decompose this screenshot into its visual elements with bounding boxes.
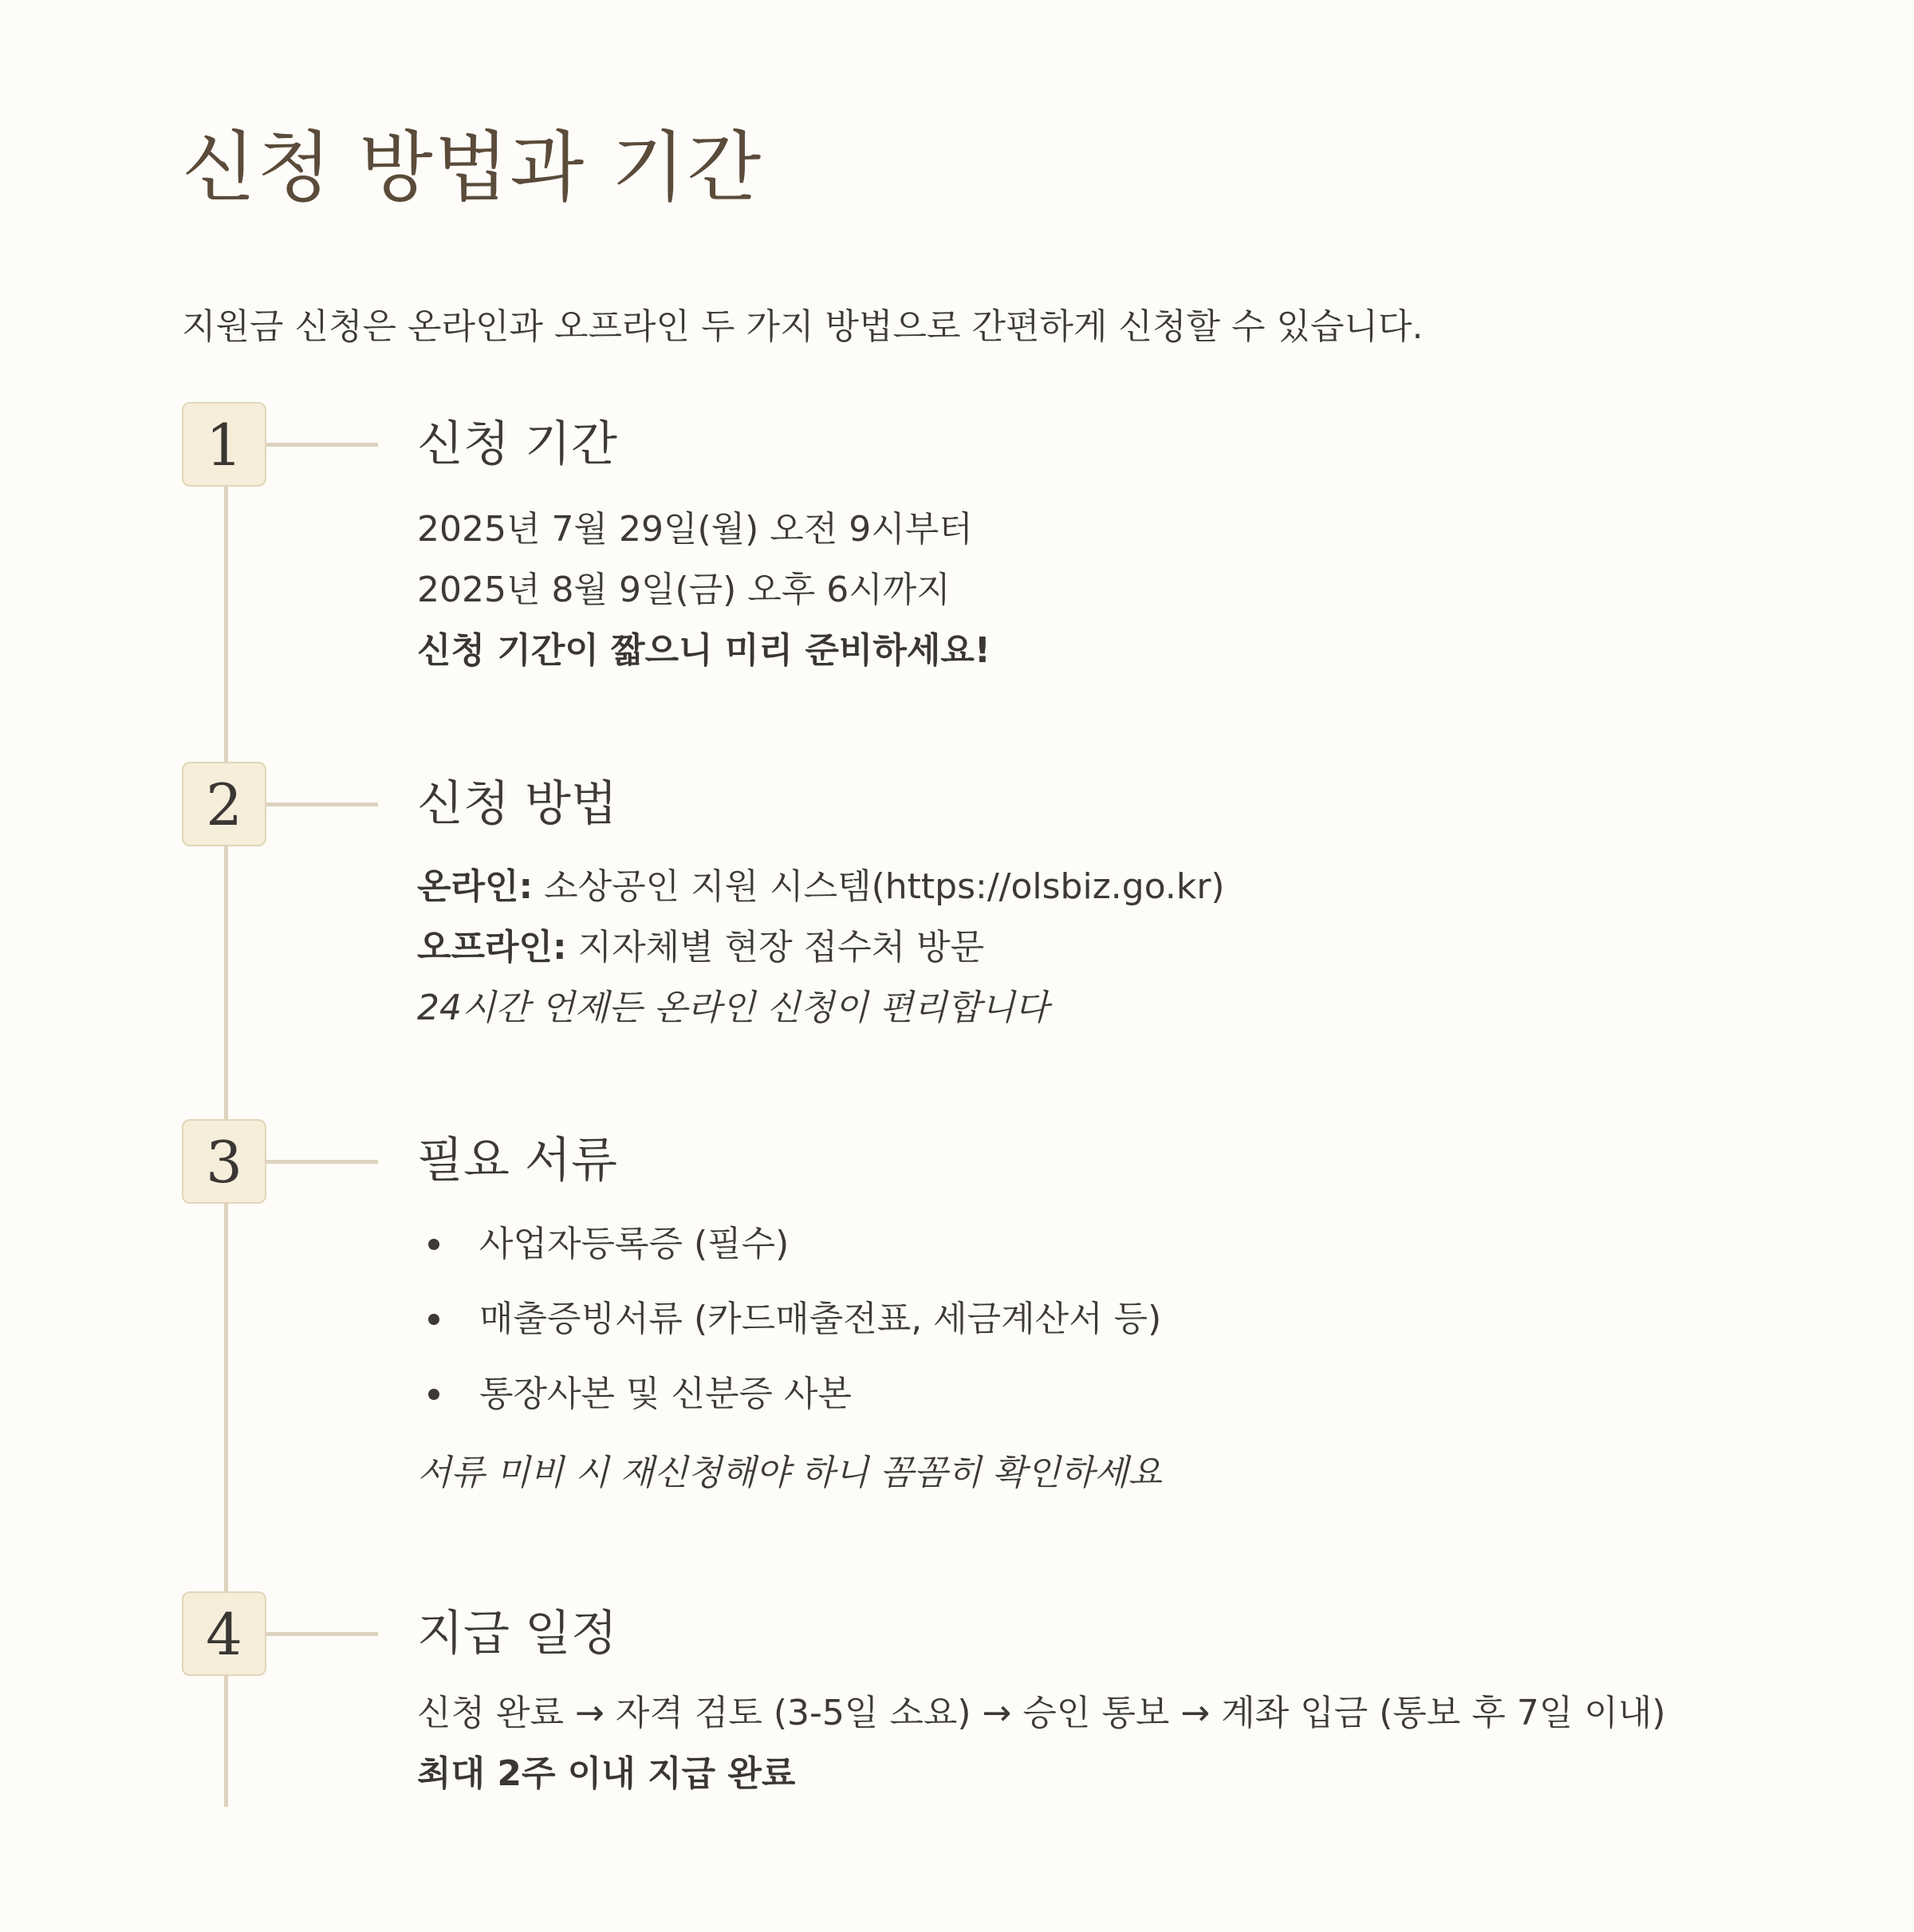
document-label: 사업자등록증 (필수) — [479, 1224, 790, 1264]
online-label: 온라인: — [417, 866, 534, 907]
list-item — [417, 1207, 1853, 1282]
step-body — [417, 1683, 1853, 1804]
list-item — [417, 1357, 1853, 1432]
step-body — [417, 857, 1853, 1039]
bullet-icon — [428, 1389, 439, 1400]
page-title: 신청 방법과 기간 — [182, 123, 763, 212]
document-label: 매출증빙서류 (카드매출전표, 세금계산서 등) — [479, 1299, 1162, 1339]
step-connector — [266, 802, 378, 806]
online-value: 소상공인 지원 시스템(https://olsbiz.go.kr) — [533, 866, 1225, 907]
method-offline — [417, 917, 1853, 978]
document-list — [417, 1207, 1853, 1432]
payment-flow: 신청 완료 → 자격 검토 (3-5일 소요) → 승인 통보 → 계좌 입금 (통보 후 7일 이내) — [417, 1693, 1666, 1733]
period-end: 2025년 8월 9일(금) 오후 6시까지 — [417, 570, 951, 610]
step-connector — [266, 1632, 378, 1636]
offline-value: 지자체별 현장 접수처 방문 — [566, 927, 985, 968]
step-number-badge: 1 — [182, 402, 266, 487]
step-title: 신청 기간 — [417, 416, 617, 472]
offline-label: 오프라인: — [417, 927, 567, 968]
step-body — [417, 1207, 1853, 1504]
step-title: 필요 서류 — [417, 1133, 617, 1189]
period-start: 2025년 7월 29일(월) 오전 9시부터 — [417, 509, 973, 550]
step-connector — [266, 443, 378, 447]
step-title: 지급 일정 — [417, 1606, 617, 1662]
step-number-badge: 2 — [182, 762, 266, 846]
step-body — [417, 499, 1853, 681]
step-connector — [266, 1160, 378, 1164]
step-number-badge: 3 — [182, 1119, 266, 1204]
step-title: 신청 방법 — [417, 776, 617, 832]
list-item — [417, 1282, 1853, 1357]
bullet-icon — [428, 1314, 439, 1325]
document-label: 통장사본 및 신분증 사본 — [479, 1374, 852, 1414]
documents-note: 서류 미비 시 재신청해야 하니 꼼꼼히 확인하세요 — [417, 1453, 1162, 1493]
bullet-icon — [428, 1239, 439, 1250]
period-note: 신청 기간이 짧으니 미리 준비하세요! — [417, 630, 990, 671]
method-note: 24시간 언제든 온라인 신청이 편리합니다 — [417, 988, 1049, 1028]
step-number-badge: 4 — [182, 1591, 266, 1676]
intro-text: 지원금 신청은 온라인과 오프라인 두 가지 방법으로 간편하게 신청할 수 있습니다. — [182, 306, 1424, 347]
payment-note: 최대 2주 이내 지급 완료 — [417, 1753, 796, 1794]
method-online — [417, 857, 1853, 917]
